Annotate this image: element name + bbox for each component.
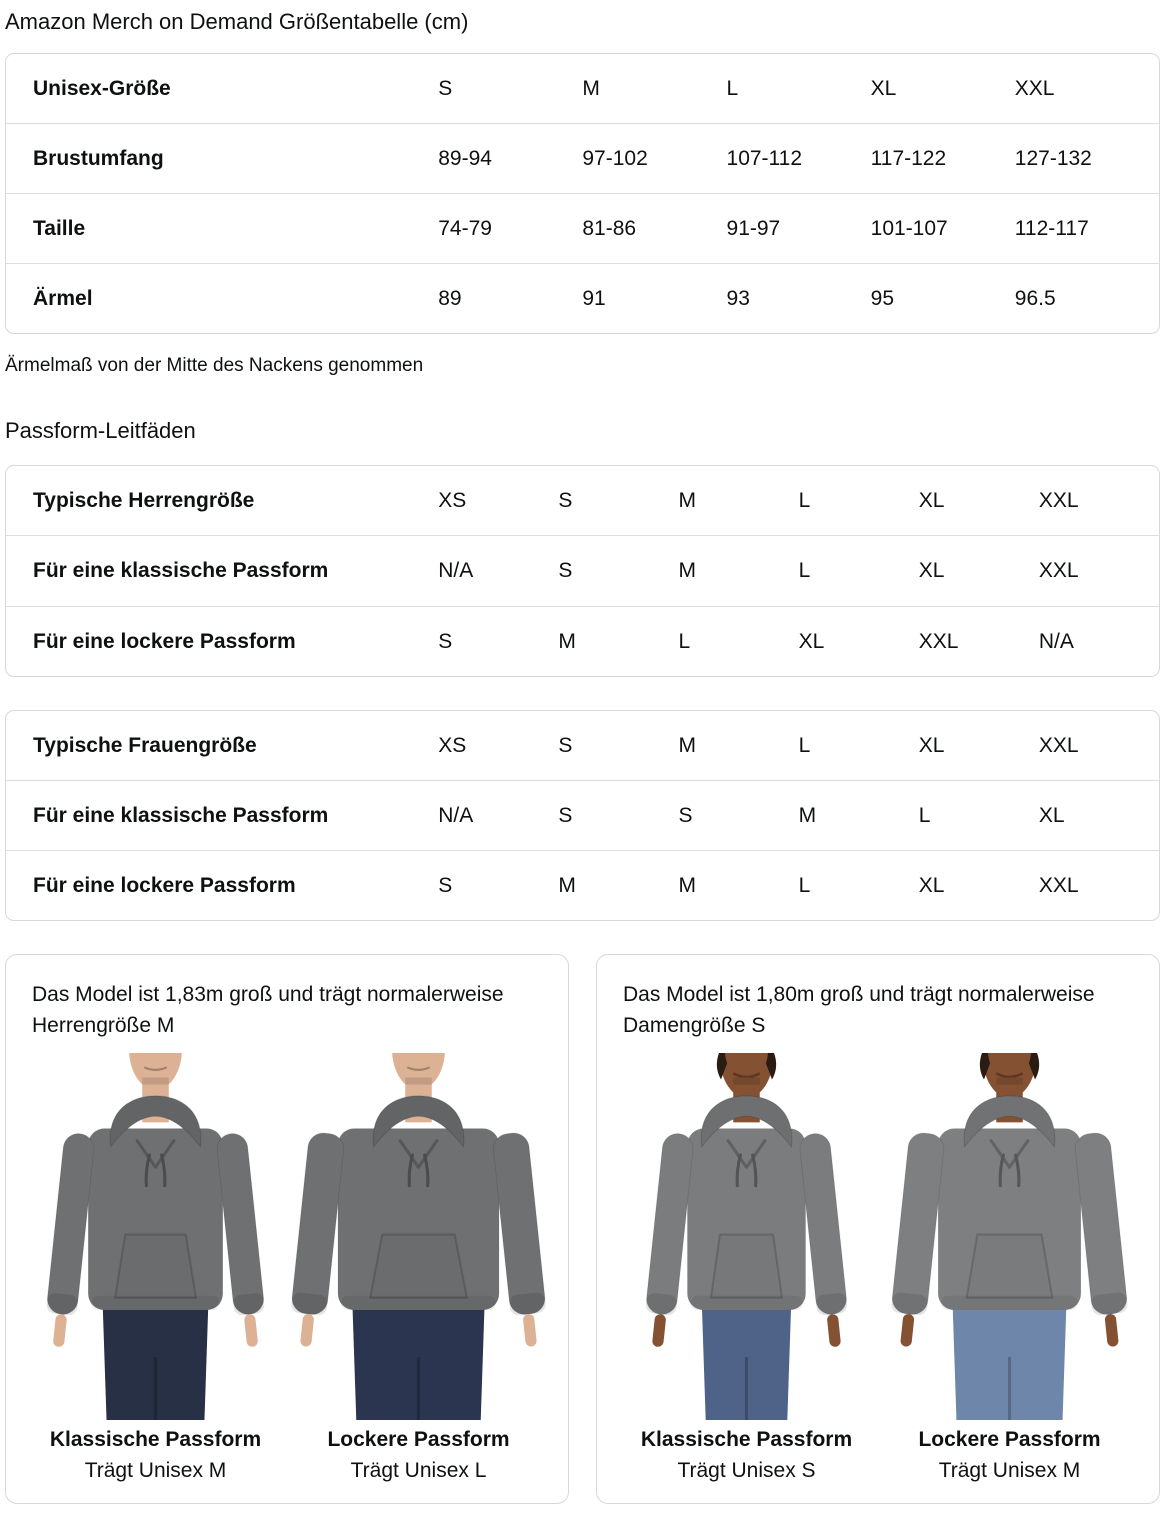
size-cell: 112-117	[1015, 193, 1159, 263]
fit-caption: Lockere Passform	[918, 1428, 1101, 1452]
size-cell: XS	[438, 489, 467, 513]
mens-fit-table-body	[6, 466, 1159, 676]
size-cell: 107-112	[727, 123, 871, 193]
size-cell: L	[798, 733, 811, 757]
size-cell: XXL	[1039, 535, 1159, 605]
size-cell: XXL	[1038, 733, 1079, 757]
size-cell: L	[799, 850, 919, 920]
size-cell: XL	[919, 850, 1039, 920]
womens-fit-table-body	[6, 711, 1159, 921]
table-row	[6, 466, 1159, 535]
model-card-women	[596, 954, 1160, 1504]
row-label: Taille	[6, 193, 438, 263]
size-caption: Trägt Unisex S	[677, 1459, 816, 1483]
size-cell: 91-97	[727, 193, 871, 263]
size-cell: 127-132	[1015, 123, 1159, 193]
size-cell: L	[919, 780, 1039, 850]
mens-fit-table-wrap	[5, 465, 1160, 677]
size-cell: 91	[582, 263, 726, 333]
size-cell: M	[582, 76, 600, 100]
size-cell: N/A	[1039, 606, 1159, 676]
size-cell: M	[799, 780, 919, 850]
size-cell: XL	[870, 76, 897, 100]
size-cell: L	[798, 489, 811, 513]
size-cell: N/A	[438, 780, 558, 850]
size-cell: XXL	[1038, 489, 1079, 513]
womens-fit-table-wrap	[5, 710, 1160, 922]
size-caption: Trägt Unisex M	[938, 1459, 1081, 1483]
womens-fit-table	[5, 710, 1160, 922]
table-row	[6, 535, 1159, 605]
size-cell: S	[438, 606, 558, 676]
size-cell: XL	[919, 535, 1039, 605]
size-cell: 93	[727, 263, 871, 333]
size-cell: M	[558, 606, 678, 676]
sleeve-measure-note: Ärmelmaß von der Mitte des Nackens genommen	[5, 355, 424, 377]
table-row	[6, 606, 1159, 676]
size-cell: S	[558, 733, 573, 757]
size-cell: S	[678, 780, 798, 850]
row-label: Ärmel	[6, 263, 438, 333]
table-row	[6, 711, 1159, 780]
model-card-men	[5, 954, 569, 1504]
size-cell: 101-107	[871, 193, 1015, 263]
size-cell: N/A	[438, 535, 558, 605]
unisex-size-table-body	[6, 54, 1159, 334]
fit-guides-heading: Passform-Leitfäden	[5, 418, 196, 444]
size-cell: XL	[918, 489, 945, 513]
model-figure-loose-fit	[882, 1053, 1137, 1483]
row-label: Brustumfang	[6, 123, 438, 193]
size-caption: Trägt Unisex L	[350, 1459, 487, 1483]
size-cell: XL	[799, 606, 919, 676]
table-row	[6, 263, 1159, 333]
size-cell: XXL	[919, 606, 1039, 676]
size-cell: S	[558, 780, 678, 850]
row-label: Typische Herrengröße	[33, 489, 255, 513]
model-photo	[28, 1053, 283, 1420]
size-cell: 97-102	[582, 123, 726, 193]
size-cell: 89-94	[438, 123, 582, 193]
fit-caption: Klassische Passform	[640, 1428, 853, 1452]
table-row	[6, 850, 1159, 920]
size-cell: S	[438, 76, 453, 100]
figure-row	[28, 1053, 546, 1483]
size-cell: M	[678, 733, 696, 757]
table-row	[6, 54, 1159, 123]
size-cell: S	[558, 535, 678, 605]
unisex-size-table	[5, 53, 1160, 335]
row-label: Für eine klassische Passform	[6, 780, 438, 850]
model-photo	[619, 1053, 874, 1420]
table-row	[6, 193, 1159, 263]
size-cell: M	[558, 850, 678, 920]
table-row	[6, 123, 1159, 193]
size-caption: Trägt Unisex M	[84, 1459, 227, 1483]
size-cell: 117-122	[871, 123, 1015, 193]
model-cards	[5, 954, 1160, 1504]
page-title: Amazon Merch on Demand Größentabelle (cm)	[5, 9, 469, 34]
size-cell: XXL	[1039, 850, 1159, 920]
row-label: Typische Frauengröße	[33, 733, 257, 757]
table-row	[6, 780, 1159, 850]
size-cell: M	[678, 535, 798, 605]
row-label: Für eine lockere Passform	[6, 850, 438, 920]
size-cell: L	[726, 76, 739, 100]
size-cell: L	[678, 606, 798, 676]
size-cell: S	[558, 489, 573, 513]
model-photo	[291, 1053, 546, 1420]
size-cell: 96.5	[1015, 263, 1159, 333]
size-cell: XS	[438, 733, 467, 757]
mens-fit-table	[5, 465, 1160, 677]
size-cell: M	[678, 489, 696, 513]
model-figure-classic-fit	[619, 1053, 874, 1483]
model-description: Das Model ist 1,80m groß und trägt normalerweise Damengröße S	[623, 983, 1095, 1037]
size-cell: 89	[438, 263, 582, 333]
size-cell: 95	[871, 263, 1015, 333]
row-label: Für eine lockere Passform	[6, 606, 438, 676]
size-cell: S	[438, 850, 558, 920]
model-figure-classic-fit	[28, 1053, 283, 1483]
row-label: Für eine klassische Passform	[6, 535, 438, 605]
fit-caption: Lockere Passform	[327, 1428, 510, 1452]
model-description: Das Model ist 1,83m groß und trägt normalerweise Herrengröße M	[32, 983, 504, 1037]
size-cell: XL	[918, 733, 945, 757]
size-cell: XL	[1039, 780, 1159, 850]
size-cell: 81-86	[582, 193, 726, 263]
size-cell: L	[799, 535, 919, 605]
model-figure-loose-fit	[291, 1053, 546, 1483]
size-cell: XXL	[1014, 76, 1055, 100]
size-cell: 74-79	[438, 193, 582, 263]
size-cell: M	[678, 850, 798, 920]
model-photo	[882, 1053, 1137, 1420]
fit-caption: Klassische Passform	[49, 1428, 262, 1452]
figure-row	[619, 1053, 1137, 1483]
row-label: Unisex-Größe	[33, 76, 171, 100]
